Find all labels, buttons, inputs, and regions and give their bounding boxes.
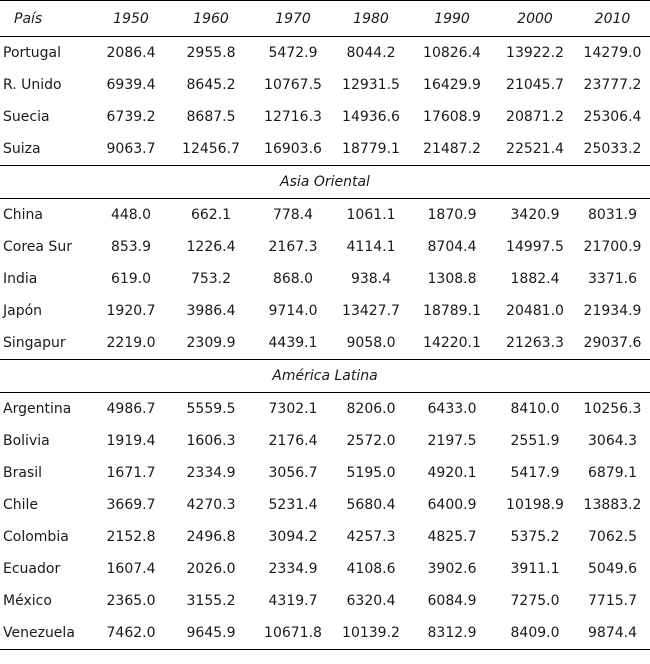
value-cell: 3056.7	[268, 465, 318, 481]
value-cell: 448.0	[110, 207, 152, 223]
value-cell: 8410.0	[510, 401, 560, 417]
value-cell: 5231.4	[268, 497, 318, 513]
section-title: América Latina	[0, 360, 650, 393]
value-cell: 7715.7	[588, 593, 637, 609]
value-cell: 3094.2	[268, 529, 318, 545]
country-cell: Singapur	[3, 335, 66, 351]
country-cell: Colombia	[3, 529, 69, 545]
value-cell: 7275.0	[510, 593, 560, 609]
value-cell: 22521.4	[506, 141, 564, 157]
value-cell: 21700.9	[583, 239, 642, 255]
value-cell: 5680.4	[346, 497, 396, 513]
value-cell: 8704.4	[427, 239, 477, 255]
value-cell: 753.2	[190, 271, 232, 287]
table-row	[0, 521, 650, 553]
country-cell: Portugal	[3, 45, 61, 61]
value-cell: 5472.9	[268, 45, 318, 61]
section-title: Asia Oriental	[0, 166, 650, 199]
value-cell: 2086.4	[106, 45, 156, 61]
value-cell: 1920.7	[106, 303, 156, 319]
value-cell: 1061.1	[346, 207, 396, 223]
column-header-year: 1970	[253, 1, 333, 37]
value-cell: 1870.9	[427, 207, 477, 223]
value-cell: 7462.0	[106, 625, 156, 641]
value-cell: 3420.9	[510, 207, 560, 223]
value-cell: 3371.6	[588, 271, 637, 287]
table-row	[0, 585, 650, 617]
value-cell: 13427.7	[342, 303, 400, 319]
column-header-year: 1990	[409, 1, 495, 37]
column-header-year: 2000	[495, 1, 575, 37]
value-cell: 868.0	[272, 271, 314, 287]
value-cell: 8206.0	[346, 401, 396, 417]
country-cell: Suecia	[3, 109, 50, 125]
value-cell: 662.1	[190, 207, 232, 223]
value-cell: 10826.4	[423, 45, 481, 61]
country-cell: Corea Sur	[3, 239, 72, 255]
value-cell: 1919.4	[106, 433, 156, 449]
value-cell: 8312.9	[427, 625, 477, 641]
value-cell: 8031.9	[588, 207, 637, 223]
country-cell: R. Unido	[3, 77, 62, 93]
value-cell: 8687.5	[186, 109, 236, 125]
table-body	[0, 37, 650, 650]
value-cell: 4920.1	[427, 465, 477, 481]
table-header	[0, 1, 650, 37]
country-cell: Venezuela	[3, 625, 75, 641]
value-cell: 4439.1	[268, 335, 318, 351]
table-row	[0, 199, 650, 232]
value-cell: 2176.4	[268, 433, 318, 449]
value-cell: 6400.9	[427, 497, 477, 513]
column-header-year: 1960	[169, 1, 253, 37]
value-cell: 10198.9	[506, 497, 564, 513]
table-row	[0, 393, 650, 426]
value-cell: 2551.9	[510, 433, 560, 449]
value-cell: 12931.5	[342, 77, 400, 93]
value-cell: 6879.1	[588, 465, 637, 481]
value-cell: 1226.4	[186, 239, 236, 255]
value-cell: 8044.2	[346, 45, 396, 61]
value-cell: 5559.5	[186, 401, 236, 417]
value-cell: 6739.2	[106, 109, 156, 125]
table-row	[0, 231, 650, 263]
section-header-row	[0, 360, 650, 393]
column-header-year: 1950	[93, 1, 169, 37]
table-row	[0, 133, 650, 166]
value-cell: 14279.0	[583, 45, 642, 61]
value-cell: 3986.4	[186, 303, 236, 319]
table-row	[0, 489, 650, 521]
value-cell: 14936.6	[342, 109, 400, 125]
country-cell: Brasil	[3, 465, 43, 481]
table-row	[0, 37, 650, 70]
value-cell: 778.4	[272, 207, 314, 223]
value-cell: 9063.7	[106, 141, 156, 157]
value-cell: 3911.1	[510, 561, 560, 577]
table-row	[0, 425, 650, 457]
value-cell: 23777.2	[583, 77, 642, 93]
value-cell: 2955.8	[186, 45, 236, 61]
value-cell: 2572.0	[346, 433, 396, 449]
country-cell: México	[3, 593, 52, 609]
value-cell: 17608.9	[423, 109, 481, 125]
value-cell: 10256.3	[583, 401, 642, 417]
value-cell: 16903.6	[264, 141, 322, 157]
value-cell: 9714.0	[268, 303, 318, 319]
table-row	[0, 553, 650, 585]
value-cell: 18779.1	[342, 141, 400, 157]
value-cell: 5375.2	[510, 529, 560, 545]
value-cell: 25033.2	[583, 141, 642, 157]
value-cell: 13922.2	[506, 45, 564, 61]
country-cell: Japón	[3, 303, 43, 319]
value-cell: 2152.8	[106, 529, 156, 545]
table-row	[0, 457, 650, 489]
value-cell: 8409.0	[510, 625, 560, 641]
value-cell: 21934.9	[583, 303, 642, 319]
value-cell: 10139.2	[342, 625, 400, 641]
value-cell: 3064.3	[588, 433, 637, 449]
value-cell: 853.9	[110, 239, 152, 255]
value-cell: 9058.0	[346, 335, 396, 351]
value-cell: 3155.2	[186, 593, 236, 609]
value-cell: 6320.4	[346, 593, 396, 609]
country-cell: India	[3, 271, 38, 287]
value-cell: 938.4	[350, 271, 392, 287]
country-cell: Suiza	[3, 141, 41, 157]
country-cell: Ecuador	[3, 561, 61, 577]
value-cell: 16429.9	[423, 77, 481, 93]
value-cell: 12716.3	[264, 109, 322, 125]
value-cell: 4319.7	[268, 593, 318, 609]
value-cell: 2496.8	[186, 529, 236, 545]
value-cell: 13883.2	[583, 497, 642, 513]
value-cell: 4257.3	[346, 529, 396, 545]
country-cell: China	[3, 207, 43, 223]
value-cell: 2026.0	[186, 561, 236, 577]
value-cell: 2334.9	[186, 465, 236, 481]
column-header-year: 2010	[575, 1, 650, 37]
value-cell: 1882.4	[510, 271, 560, 287]
value-cell: 619.0	[110, 271, 152, 287]
value-cell: 4270.3	[186, 497, 236, 513]
value-cell: 3902.6	[427, 561, 477, 577]
value-cell: 2365.0	[106, 593, 156, 609]
table-row	[0, 69, 650, 101]
value-cell: 4986.7	[106, 401, 156, 417]
value-cell: 10671.8	[264, 625, 322, 641]
value-cell: 2219.0	[106, 335, 156, 351]
column-header-year: 1980	[333, 1, 409, 37]
value-cell: 6084.9	[427, 593, 477, 609]
value-cell: 14997.5	[506, 239, 564, 255]
value-cell: 3669.7	[106, 497, 156, 513]
value-cell: 8645.2	[186, 77, 236, 93]
value-cell: 25306.4	[583, 109, 642, 125]
value-cell: 7062.5	[588, 529, 637, 545]
value-cell: 1308.8	[427, 271, 477, 287]
value-cell: 21487.2	[423, 141, 481, 157]
value-cell: 12456.7	[182, 141, 240, 157]
value-cell: 7302.1	[268, 401, 318, 417]
country-cell: Chile	[3, 497, 39, 513]
value-cell: 6433.0	[427, 401, 477, 417]
value-cell: 1606.3	[186, 433, 236, 449]
value-cell: 2334.9	[268, 561, 318, 577]
value-cell: 29037.6	[583, 335, 642, 351]
value-cell: 18789.1	[423, 303, 481, 319]
table-row	[0, 101, 650, 133]
value-cell: 4825.7	[427, 529, 477, 545]
value-cell: 20871.2	[506, 109, 564, 125]
value-cell: 9645.9	[186, 625, 236, 641]
value-cell: 5417.9	[510, 465, 560, 481]
table-row	[0, 263, 650, 295]
value-cell: 21263.3	[506, 335, 564, 351]
value-cell: 4114.1	[346, 239, 396, 255]
value-cell: 1607.4	[106, 561, 156, 577]
section-header-row	[0, 166, 650, 199]
value-cell: 2167.3	[268, 239, 318, 255]
value-cell: 10767.5	[264, 77, 322, 93]
country-cell: Bolivia	[3, 433, 50, 449]
value-cell: 2197.5	[427, 433, 477, 449]
value-cell: 14220.1	[423, 335, 481, 351]
value-cell: 2309.9	[186, 335, 236, 351]
value-cell: 9874.4	[588, 625, 637, 641]
column-header-country: País	[0, 1, 93, 37]
value-cell: 6939.4	[106, 77, 156, 93]
table-row	[0, 295, 650, 327]
value-cell: 1671.7	[106, 465, 156, 481]
header-row	[0, 1, 650, 37]
value-cell: 5049.6	[588, 561, 637, 577]
country-cell: Argentina	[3, 401, 72, 417]
value-cell: 21045.7	[506, 77, 564, 93]
value-cell: 20481.0	[506, 303, 564, 319]
table-row	[0, 327, 650, 360]
value-cell: 5195.0	[346, 465, 396, 481]
table-row	[0, 617, 650, 650]
value-cell: 4108.6	[346, 561, 396, 577]
